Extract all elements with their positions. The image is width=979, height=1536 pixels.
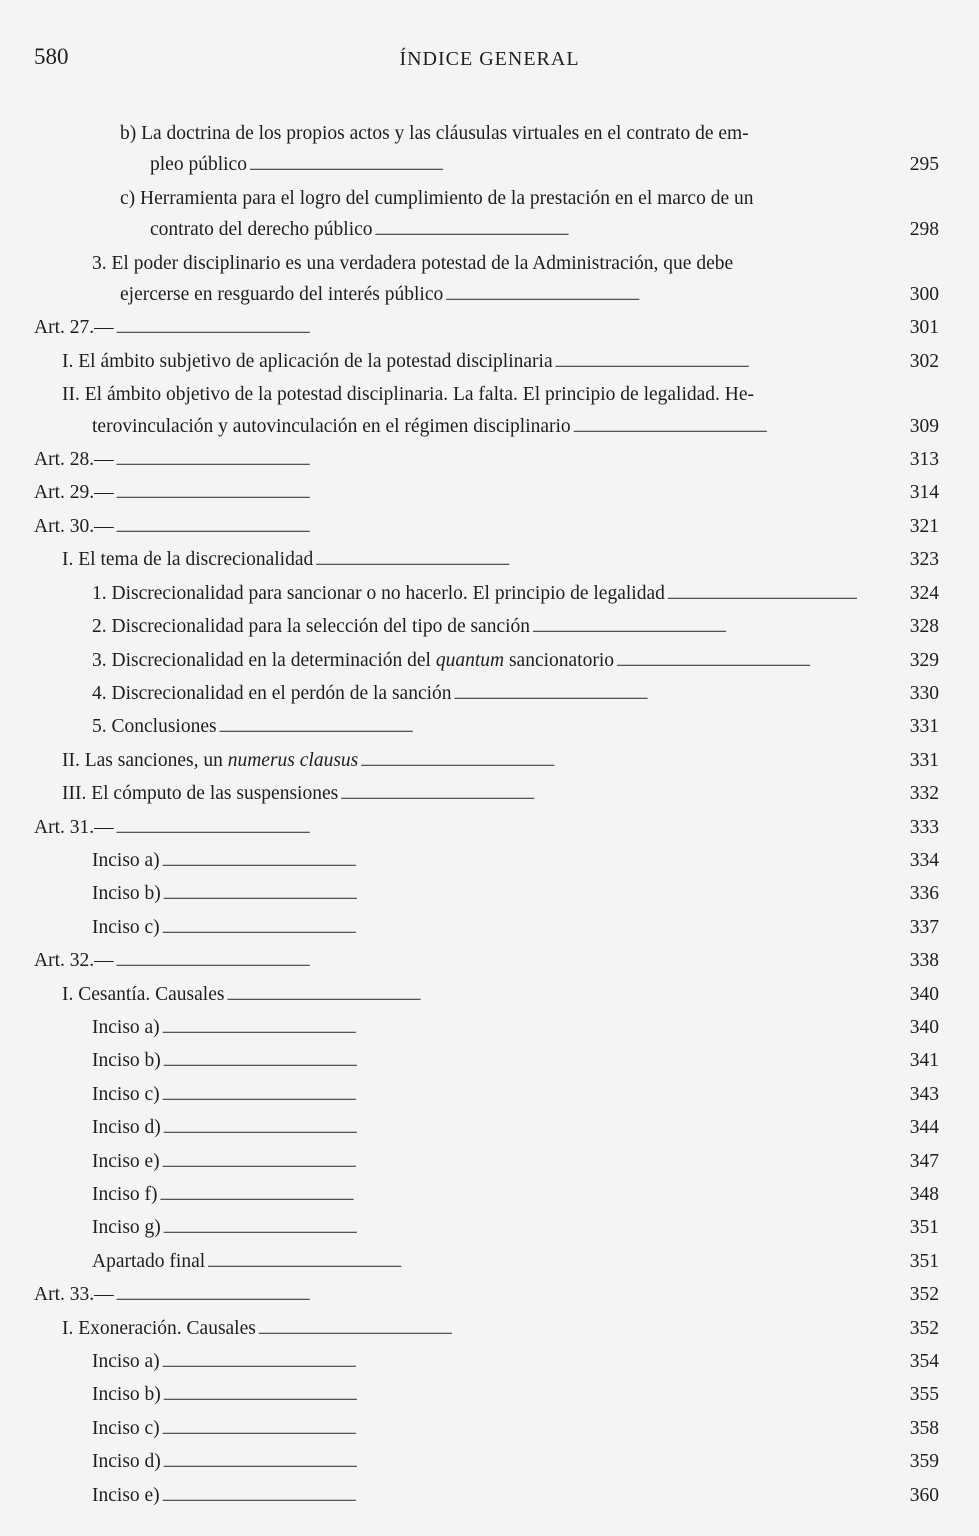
page-number: 580 (34, 44, 69, 69)
toc-entry-first-line: c) Herramienta para el logro del cumplimiento de la prestación en el marco de un (120, 187, 754, 209)
toc-entry-page-number: 298 (909, 219, 939, 241)
toc-entry (0, 477, 979, 510)
toc-entry-page-number: 359 (909, 1451, 939, 1473)
dot-leader (163, 1379, 857, 1412)
toc-entry-title: Inciso c) (92, 1417, 160, 1439)
toc-entry-page-number: 343 (909, 1083, 939, 1105)
toc-entry-page-number: 351 (909, 1250, 939, 1272)
toc-entry-page-number: 330 (909, 682, 939, 704)
toc-entry (0, 678, 979, 711)
toc-entry-title: Inciso d) (92, 1117, 161, 1139)
toc-entry-title: Inciso b) (92, 1384, 161, 1406)
toc-entry-page-number: 354 (909, 1351, 939, 1373)
toc-entry-page-number: 344 (909, 1117, 939, 1139)
toc-entry (0, 544, 979, 577)
toc-entry-title: Inciso f) (92, 1184, 158, 1205)
toc-entry (0, 845, 979, 878)
dot-leader (162, 912, 857, 945)
toc-entry-title: I. Cesantía. Causales (62, 983, 225, 1005)
toc-entry-page-number: 358 (909, 1417, 939, 1439)
toc-entry-page-number: 336 (909, 883, 939, 905)
toc-entry (0, 1246, 979, 1279)
dot-leader (116, 812, 857, 845)
toc-entry-title: 4. Discrecionalidad en el perdón de la sanción (92, 682, 452, 704)
toc-entry-title: Inciso a) (92, 1351, 160, 1373)
toc-entry-title: Art. 28.— (34, 449, 114, 471)
toc-entry-page-number: 332 (909, 783, 939, 805)
toc-entry-title: Art. 27.— (34, 317, 114, 339)
dot-leader (116, 312, 857, 345)
toc-entry-page-number: 348 (909, 1184, 939, 1205)
dot-leader (360, 745, 857, 778)
dot-leader (616, 645, 857, 678)
toc-entry-page-number: 328 (909, 616, 939, 638)
toc-entry-title: Inciso c) (92, 1083, 160, 1105)
toc-entry-title: Inciso g) (92, 1217, 161, 1239)
toc-entry-first-line: b) La doctrina de los propios actos y las cláusulas virtuales en el contrato de em- (120, 123, 749, 144)
toc-entry (0, 1012, 979, 1045)
toc-entry-title: 5. Conclusiones (92, 716, 217, 738)
toc-entry-page-number: 351 (909, 1217, 939, 1239)
toc-entry-page-number: 314 (909, 482, 939, 504)
toc-entry (0, 979, 979, 1012)
toc-entry-title: Inciso b) (92, 883, 161, 905)
toc-entry (0, 878, 979, 911)
toc-entry-title: Apartado final (92, 1250, 206, 1272)
toc-entry-title: Inciso c) (92, 916, 160, 938)
toc-entry-page-number: 334 (909, 849, 939, 871)
toc-entry-title: 2. Discrecionalidad para la selección del tipo de sanción (92, 616, 531, 638)
toc-entry-title: ejercerse en resguardo del interés público (120, 284, 444, 306)
dot-leader (207, 1246, 857, 1279)
toc-entry-title: pleo público (150, 154, 247, 176)
dot-leader (163, 1212, 857, 1245)
toc-entry-title: III. El cómputo de las suspensiones (62, 783, 339, 805)
toc-entry-title: Art. 29.— (34, 482, 114, 504)
toc-entry (0, 346, 979, 379)
dot-leader (116, 477, 857, 510)
toc-entry-page-number: 323 (909, 549, 939, 571)
toc-entry-title: I. El ámbito subjetivo de aplicación de la potestad disciplinaria (62, 350, 553, 372)
dot-leader (340, 778, 857, 811)
toc-entry-title: Art. 33.— (34, 1284, 114, 1306)
dot-leader (162, 1413, 857, 1446)
toc-entry (0, 1313, 979, 1346)
dot-leader (249, 149, 857, 182)
toc-entry (0, 645, 979, 678)
toc-entry-title: Art. 32.— (34, 950, 114, 972)
toc-entry-title (62, 745, 358, 776)
toc-entry-title-italic: numerus clausus (227, 749, 359, 771)
toc-entry (0, 578, 979, 611)
toc-entry (0, 312, 979, 345)
dot-leader (162, 1480, 857, 1513)
toc-entry (0, 1480, 979, 1513)
toc-entry (0, 611, 979, 644)
toc-entry-title (92, 645, 614, 676)
dot-leader (162, 845, 857, 878)
dot-leader (116, 444, 857, 477)
toc-entry (0, 1446, 979, 1479)
dot-leader (162, 1012, 857, 1045)
toc-entry (0, 1045, 979, 1078)
toc-entry-page-number: 295 (909, 154, 939, 176)
toc-entry-title: Inciso a) (92, 1016, 160, 1038)
dot-leader (375, 214, 857, 247)
toc-entry-title: Inciso e) (92, 1150, 160, 1172)
toc-entry-page-number: 329 (909, 649, 939, 671)
toc-entry (0, 778, 979, 811)
toc-entry-title: I. El tema de la discrecionalidad (62, 549, 314, 571)
toc-entry-first-line: 3. El poder disciplinario es una verdadera potestad de la Administración, que debe (92, 252, 734, 274)
toc-entry-page-number: 331 (909, 716, 939, 738)
toc-entry (0, 1413, 979, 1446)
toc-entry (0, 1212, 979, 1245)
dot-leader (116, 511, 857, 544)
toc-entry-page-number: 352 (909, 1284, 939, 1306)
toc-entry-page-number: 352 (909, 1317, 939, 1339)
toc-entry-page-number: 338 (909, 950, 939, 972)
dot-leader (226, 979, 857, 1012)
toc-entry (0, 1179, 979, 1212)
toc-entry-title-part: II. Las sanciones, un (62, 749, 228, 771)
toc-entry-page-number: 337 (909, 916, 939, 938)
dot-leader (163, 1045, 857, 1078)
toc-entry-page-number: 340 (909, 983, 939, 1005)
toc-entry (0, 1079, 979, 1112)
toc-entry (0, 745, 979, 778)
toc-entry-page-number: 321 (909, 515, 939, 537)
dot-leader (116, 1279, 857, 1312)
toc-entry-page-number: 340 (909, 1016, 939, 1038)
running-head: ÍNDICE GENERAL (399, 48, 580, 70)
toc-entry-first-line: II. El ámbito objetivo de la potestad disciplinaria. La falta. El principio de legalidad. He- (62, 384, 755, 406)
toc-entry-page-number: 355 (909, 1384, 939, 1406)
toc-entry-title: Inciso d) (92, 1451, 161, 1473)
dot-leader (445, 279, 857, 312)
toc-entry-page-number: 360 (909, 1484, 939, 1506)
dot-leader (315, 544, 857, 577)
table-of-contents (0, 118, 979, 1513)
toc-entry-title: contrato del derecho público (150, 219, 373, 241)
dot-leader (162, 1079, 857, 1112)
toc-entry (0, 1112, 979, 1145)
toc-entry-title: terovinculación y autovinculación en el régimen disciplinario (92, 415, 571, 437)
dot-leader (163, 1112, 857, 1145)
toc-entry (0, 183, 979, 248)
toc-entry (0, 118, 979, 183)
dot-leader (162, 1146, 857, 1179)
toc-entry-title: Art. 31.— (34, 816, 114, 838)
toc-entry-title-part: 3. Discrecionalidad en la determinación del (92, 649, 436, 671)
dot-leader (667, 578, 857, 611)
toc-entry (0, 1146, 979, 1179)
toc-entry-title: I. Exoneración. Causales (62, 1317, 256, 1339)
toc-entry (0, 248, 979, 313)
dot-leader (162, 1346, 857, 1379)
toc-entry-page-number: 324 (909, 582, 939, 604)
toc-entry (0, 812, 979, 845)
toc-entry-title-part: sancionatorio (504, 649, 615, 671)
toc-entry (0, 945, 979, 978)
dot-leader (163, 878, 857, 911)
toc-entry-title: 1. Discrecionalidad para sancionar o no hacerlo. El principio de legalidad (92, 582, 665, 604)
toc-entry-page-number: 331 (909, 749, 939, 771)
toc-entry-page-number: 341 (909, 1050, 939, 1072)
toc-entry-page-number: 302 (909, 350, 939, 372)
dot-leader (573, 411, 857, 444)
dot-leader (258, 1313, 857, 1346)
toc-entry-page-number: 347 (909, 1150, 939, 1172)
toc-entry (0, 711, 979, 744)
dot-leader (454, 678, 857, 711)
toc-entry-page-number: 333 (909, 816, 939, 838)
toc-entry-title-italic: quantum (435, 649, 505, 671)
toc-entry (0, 912, 979, 945)
toc-entry (0, 1279, 979, 1312)
toc-entry-title: Inciso a) (92, 849, 160, 871)
dot-leader (163, 1446, 857, 1479)
toc-entry-title: Inciso e) (92, 1484, 160, 1506)
dot-leader (555, 346, 857, 379)
dot-leader (532, 611, 857, 644)
toc-entry (0, 1379, 979, 1412)
toc-entry (0, 379, 979, 444)
toc-entry-page-number: 313 (909, 449, 939, 471)
toc-entry-page-number: 301 (909, 317, 939, 339)
toc-entry-page-number: 300 (909, 284, 939, 306)
dot-leader (219, 711, 857, 744)
toc-entry (0, 511, 979, 544)
toc-entry-page-number: 309 (909, 415, 939, 437)
dot-leader (116, 945, 857, 978)
dot-leader (160, 1179, 857, 1212)
toc-entry (0, 444, 979, 477)
toc-entry (0, 1346, 979, 1379)
toc-entry-title: Inciso b) (92, 1050, 161, 1072)
toc-entry-title: Art. 30.— (34, 515, 114, 537)
